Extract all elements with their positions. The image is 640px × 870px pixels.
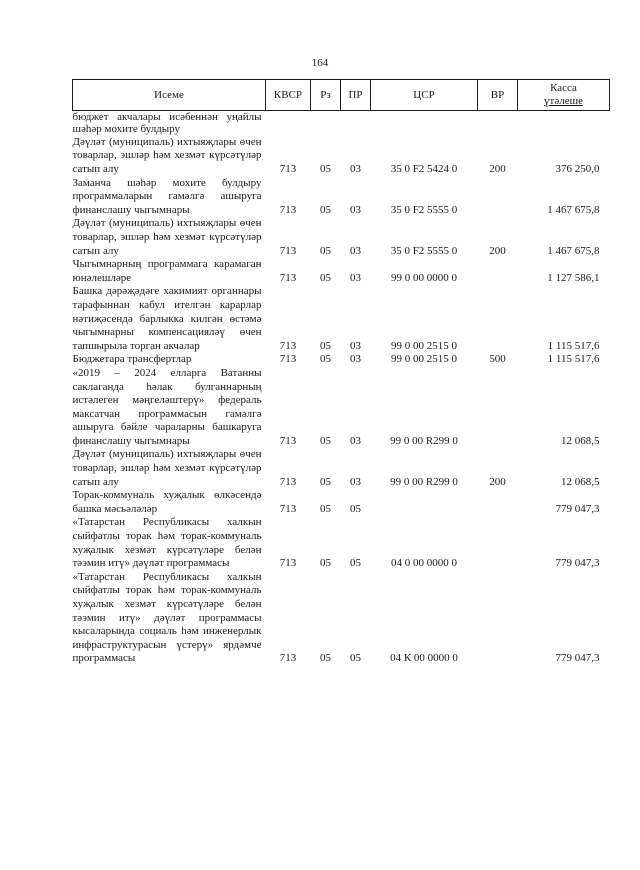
row-vr: 200	[489, 163, 506, 175]
row-amount: 779 047,3	[555, 652, 600, 665]
row-name: Дәүләт (муниципаль) ихтыяҗлары өчен товарлар, эшләр һәм хезмәт күрсәтүләр сатып алу	[72, 448, 262, 488]
row-pr: 05	[350, 557, 361, 570]
header-kvsr: КВСР	[266, 80, 311, 111]
row-kvsr: 713	[279, 339, 297, 352]
row-name: бюджет акчалары исәбеннән уңайлы шәһәр мохите булдыру	[72, 111, 262, 136]
row-csr: 35 0 F2 5555 0	[390, 244, 458, 257]
row-rz: 05	[320, 339, 331, 352]
row-pr: 03	[350, 163, 361, 175]
row-kvsr: 713	[279, 557, 297, 570]
row-name: «2019 – 2024 елларга Ватанны саклаганда һәлак булганнарның истәлеген мәңгеләштерү» федераль максатчан программасын гамәлгә ашыруга бәйле чараларны башкаруга финанслашу чыгымнары	[72, 366, 262, 447]
row-amount: 1 115 517,6	[547, 353, 600, 366]
row-kvsr: 713	[279, 244, 297, 257]
row-kvsr: 713	[279, 271, 297, 284]
row-kvsr: 713	[279, 353, 297, 366]
header-rz: Рз	[311, 80, 341, 111]
row-pr	[341, 111, 371, 136]
row-vr	[478, 516, 518, 570]
row-rz: 05	[320, 434, 331, 447]
row-pr: 05	[350, 502, 361, 515]
row-amount: 12 068,5	[561, 434, 600, 447]
row-rz: 05	[320, 163, 331, 175]
row-kvsr	[266, 111, 311, 136]
row-amount	[518, 111, 610, 136]
row-pr: 03	[350, 339, 361, 352]
row-rz: 05	[320, 557, 331, 570]
row-rz: 05	[320, 244, 331, 257]
table-row	[73, 217, 610, 258]
table-row	[73, 489, 610, 516]
table-row	[73, 177, 610, 218]
table-row	[73, 111, 610, 136]
row-amount: 1 467 675,8	[547, 244, 600, 257]
header-kassa	[518, 80, 610, 111]
row-csr	[371, 111, 478, 136]
page-number: 164	[311, 57, 329, 69]
row-csr: 99 0 00 R299 0	[390, 475, 458, 488]
row-pr: 03	[350, 475, 361, 488]
row-vr: 500	[489, 353, 506, 366]
row-vr: 200	[489, 475, 506, 488]
table-row	[73, 448, 610, 489]
header-pr: ПР	[341, 80, 371, 111]
row-name: Дәүләт (муниципаль) ихтыяҗлары өчен товарлар, эшләр һәм хезмәт күрсәтүләр сатып алу	[72, 217, 262, 257]
row-csr: 04 К 00 0000 0	[390, 652, 458, 665]
table-header	[73, 80, 610, 111]
budget-table	[72, 79, 610, 666]
table-row	[73, 516, 610, 570]
row-amount: 1 115 517,6	[547, 339, 600, 352]
table-row	[73, 258, 610, 285]
row-rz: 05	[320, 502, 331, 515]
row-vr	[478, 285, 518, 353]
row-name: «Татарстан Республикасы халкын сыйфатлы торак һәм торак-коммуналь хуҗалык хезмәт күрсәтүләре белән тәэмин итү» дәүләт программасы кысаларында социаль һәм инженерлык инфраструктурасын үстерү» ярдәмче программасы	[72, 570, 262, 665]
row-kvsr: 713	[279, 434, 297, 447]
row-pr: 05	[350, 652, 361, 665]
row-name: «Татарстан Республикасы халкын сыйфатлы торак һәм торак-коммуналь хуҗалык хезмәт күрсәтүләре белән тәэмин итү» дәүләт программасы	[72, 516, 262, 570]
row-csr: 35 0 F2 5424 0	[390, 163, 458, 175]
row-vr: 200	[489, 244, 506, 257]
row-kvsr: 713	[279, 652, 297, 665]
row-csr: 35 0 F2 5555 0	[390, 203, 458, 216]
row-name: Торак-коммуналь хуҗалык өлкәсендә башка мәсьәләләр	[72, 489, 262, 515]
row-amount: 1 467 675,8	[547, 203, 600, 216]
table-body	[73, 111, 610, 666]
row-amount: 779 047,3	[555, 557, 600, 570]
row-name: Чыгымнарның программага карамаган юнәлешләре	[72, 258, 262, 284]
table-row	[73, 353, 610, 367]
row-vr	[478, 111, 518, 136]
header-csr: ЦСР	[371, 80, 478, 111]
row-pr: 03	[350, 203, 361, 216]
row-rz: 05	[320, 203, 331, 216]
row-rz: 05	[320, 475, 331, 488]
row-name: Заманча шәһәр мохите булдыру программаларын гамәлгә ашыруга финанслашу чыгымнары	[72, 176, 262, 216]
row-csr: 04 0 00 0000 0	[391, 557, 457, 570]
row-csr: 99 0 00 2515 0	[391, 339, 457, 352]
row-pr: 03	[350, 271, 361, 284]
row-kvsr: 713	[279, 502, 297, 515]
row-kvsr: 713	[279, 475, 297, 488]
row-vr	[478, 258, 518, 285]
row-name: Башка дәрәҗәдәге хакимият органнары тарафыннан кабул ителгән карарлар нәтиҗәсендә барлыкка килгән өстәмә чыгымнарны компенсацияләү өчен тапшырыла торган акчалар	[72, 285, 262, 352]
row-pr: 03	[350, 244, 361, 257]
row-csr: 99 0 00 2515 0	[391, 353, 457, 366]
table-row	[73, 136, 610, 177]
row-rz: 05	[320, 353, 331, 366]
row-kvsr: 713	[279, 203, 297, 216]
table-row	[73, 285, 610, 353]
row-amount: 376 250,0	[555, 163, 600, 175]
row-amount: 1 127 586,1	[547, 271, 600, 284]
row-amount: 12 068,5	[561, 475, 600, 488]
row-csr: 99 0 00 R299 0	[390, 434, 458, 447]
header-vr: ВР	[478, 80, 518, 111]
row-csr: 99 0 00 0000 0	[391, 271, 457, 284]
row-pr: 03	[350, 353, 361, 366]
table-row	[73, 571, 610, 666]
row-rz	[311, 111, 341, 136]
table-row	[73, 367, 610, 449]
row-amount: 779 047,3	[555, 502, 600, 515]
header-kassa-label: Касса	[550, 82, 577, 94]
row-rz: 05	[320, 652, 331, 665]
header-name: Исеме	[73, 80, 266, 111]
row-csr	[371, 489, 478, 516]
row-vr	[478, 367, 518, 449]
row-vr	[478, 571, 518, 666]
row-rz: 05	[320, 271, 331, 284]
row-pr: 03	[350, 434, 361, 447]
row-kvsr: 713	[279, 163, 297, 175]
row-name: Дәүләт (муниципаль) ихтыяҗлары өчен товарлар, эшләр һәм хезмәт күрсәтүләр сатып алу	[72, 135, 262, 175]
row-name: Бюджетара трансфертлар	[72, 353, 192, 366]
row-vr	[478, 489, 518, 516]
header-kassa-sublabel: үтәлеше	[544, 95, 583, 107]
row-vr	[478, 177, 518, 218]
